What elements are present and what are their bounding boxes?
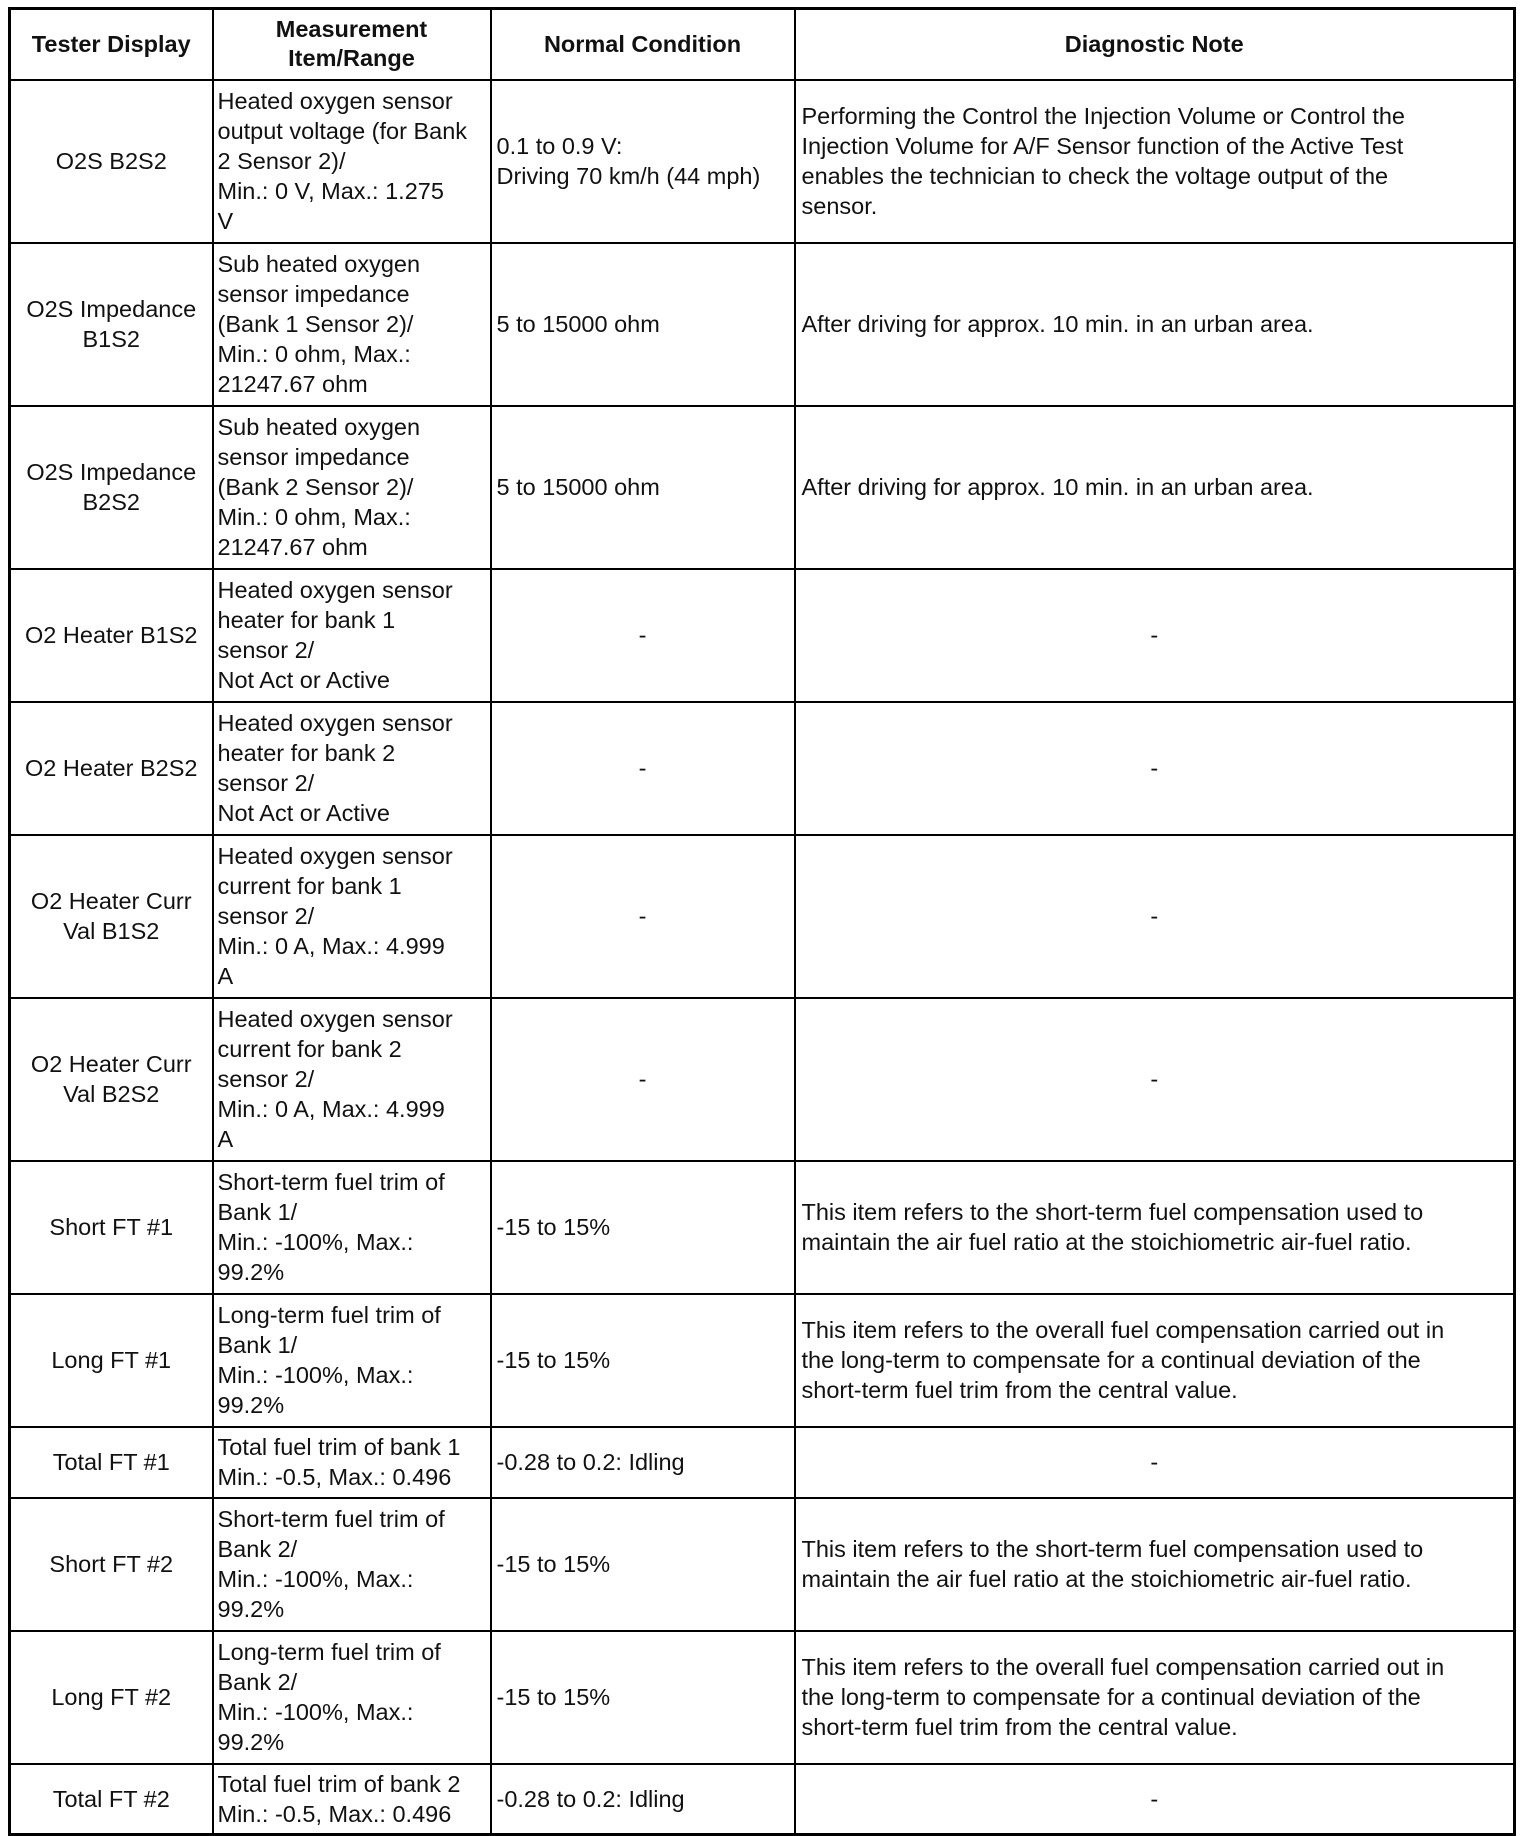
cell-diagnostic-note <box>795 1631 1515 1764</box>
table-row <box>10 835 1515 998</box>
cell-tester-display <box>10 243 213 406</box>
cell-tester-display <box>10 1498 213 1631</box>
measurement-line: 99.2% <box>217 1259 285 1285</box>
measurement-line: Heated oxygen sensor <box>217 577 453 603</box>
normal-condition-line: - <box>638 622 647 648</box>
diagnostic-note-line: - <box>1150 1449 1159 1475</box>
diagnostic-note-line: maintain the air fuel ratio at the stoichiometric air-fuel ratio. <box>801 1566 1412 1592</box>
measurement-line: sensor 2/ <box>217 1066 315 1092</box>
diagnostic-note-line: After driving for approx. 10 min. in an urban area. <box>801 311 1314 337</box>
cell-normal-condition <box>491 569 795 702</box>
measurement-line: Heated oxygen sensor <box>217 1006 453 1032</box>
cell-measurement-item-range <box>213 569 491 702</box>
tester-display-line: O2 Heater Curr <box>30 888 192 914</box>
diagnostic-note-line: This item refers to the short-term fuel compensation used to <box>801 1536 1424 1562</box>
normal-condition-line: -0.28 to 0.2: Idling <box>496 1785 685 1812</box>
measurement-line: sensor 2/ <box>217 637 315 663</box>
table-row <box>10 1161 1515 1294</box>
cell-tester-display <box>10 1764 213 1835</box>
normal-condition-line: 5 to 15000 ohm <box>496 311 660 337</box>
measurement-line: Min.: 0 A, Max.: 4.999 <box>217 1096 445 1122</box>
diagnostic-data-table <box>8 7 1516 1836</box>
header-measurement-line: Item/Range <box>288 45 415 72</box>
cell-measurement-item-range <box>213 1294 491 1427</box>
cell-normal-condition <box>491 1427 795 1498</box>
table-row <box>10 1427 1515 1498</box>
tester-display-line: Total FT #1 <box>52 1449 170 1475</box>
tester-display-line: Val B2S2 <box>63 1081 160 1107</box>
cell-diagnostic-note <box>795 1498 1515 1631</box>
cell-diagnostic-note <box>795 569 1515 702</box>
measurement-line: 21247.67 ohm <box>217 371 368 397</box>
table-header-row <box>10 9 1515 80</box>
cell-measurement-item-range <box>213 835 491 998</box>
normal-condition-line: 5 to 15000 ohm <box>496 474 660 500</box>
cell-tester-display <box>10 406 213 569</box>
cell-measurement-item-range <box>213 998 491 1161</box>
tester-display-line: O2 Heater B2S2 <box>25 755 198 781</box>
table-row <box>10 1631 1515 1764</box>
measurement-line: heater for bank 1 <box>217 607 396 633</box>
measurement-line: Short-term fuel trim of <box>217 1506 445 1532</box>
measurement-line: current for bank 1 <box>217 873 402 899</box>
measurement-line: A <box>217 963 234 989</box>
diagnostic-note-line: - <box>1150 755 1159 781</box>
cell-measurement-item-range <box>213 1427 491 1498</box>
tester-display-line: O2 Heater B1S2 <box>25 622 198 648</box>
tester-display-line: Total FT #2 <box>52 1785 170 1812</box>
measurement-line: sensor impedance <box>217 444 410 470</box>
measurement-line: Sub heated oxygen <box>217 251 421 277</box>
diagnostic-note-line: short-term fuel trim from the central value. <box>801 1714 1238 1740</box>
cell-tester-display <box>10 702 213 835</box>
measurement-line: heater for bank 2 <box>217 740 396 766</box>
table-row <box>10 998 1515 1161</box>
measurement-line: Min.: -100%, Max.: <box>217 1229 414 1255</box>
cell-measurement-item-range <box>213 1631 491 1764</box>
cell-diagnostic-note <box>795 406 1515 569</box>
measurement-line: Short-term fuel trim of <box>217 1169 445 1195</box>
cell-measurement-item-range <box>213 243 491 406</box>
cell-tester-display <box>10 998 213 1161</box>
table-body <box>10 80 1515 1835</box>
normal-condition-line: -15 to 15% <box>496 1551 611 1577</box>
measurement-line: 99.2% <box>217 1392 285 1418</box>
tester-display-line: O2S B2S2 <box>55 148 167 174</box>
diagnostic-note-line: - <box>1150 1785 1159 1812</box>
cell-measurement-item-range <box>213 1764 491 1835</box>
cell-tester-display <box>10 835 213 998</box>
cell-diagnostic-note <box>795 1427 1515 1498</box>
measurement-line: Total fuel trim of bank 1 <box>217 1434 461 1460</box>
measurement-line: Long-term fuel trim of <box>217 1639 441 1665</box>
measurement-line: Min.: -100%, Max.: <box>217 1362 414 1388</box>
cell-normal-condition <box>491 702 795 835</box>
measurement-line: Sub heated oxygen <box>217 414 421 440</box>
measurement-line: A <box>217 1126 234 1152</box>
diagnostic-note-line: the long-term to compensate for a continual deviation of the <box>801 1347 1421 1373</box>
measurement-line: sensor 2/ <box>217 903 315 929</box>
normal-condition-line: - <box>638 903 647 929</box>
measurement-line: 99.2% <box>217 1729 285 1755</box>
measurement-line: Min.: -100%, Max.: <box>217 1566 414 1592</box>
measurement-line: Heated oxygen sensor <box>217 88 453 114</box>
diagnostic-note-line: This item refers to the overall fuel compensation carried out in <box>801 1654 1445 1680</box>
diagnostic-note-line: This item refers to the overall fuel compensation carried out in <box>801 1317 1445 1343</box>
cell-normal-condition <box>491 835 795 998</box>
tester-display-line: Short FT #2 <box>49 1551 174 1577</box>
measurement-line: Bank 2/ <box>217 1536 298 1562</box>
tester-display-line: Long FT #2 <box>51 1684 172 1710</box>
measurement-line: Min.: -0.5, Max.: 0.496 <box>217 1800 452 1827</box>
cell-measurement-item-range <box>213 702 491 835</box>
cell-tester-display <box>10 80 213 243</box>
measurement-line: V <box>217 208 234 234</box>
cell-normal-condition <box>491 1161 795 1294</box>
cell-measurement-item-range <box>213 80 491 243</box>
table-row <box>10 702 1515 835</box>
diagnostic-note-line: - <box>1150 1066 1159 1092</box>
measurement-line: Heated oxygen sensor <box>217 710 453 736</box>
cell-tester-display <box>10 569 213 702</box>
cell-diagnostic-note <box>795 80 1515 243</box>
measurement-line: Min.: -0.5, Max.: 0.496 <box>217 1464 452 1490</box>
cell-diagnostic-note <box>795 702 1515 835</box>
tester-display-line: O2S Impedance <box>26 459 197 485</box>
tester-display-line: Long FT #1 <box>51 1347 172 1373</box>
tester-display-line: Short FT #1 <box>49 1214 174 1240</box>
tester-display-line: B2S2 <box>82 489 140 515</box>
measurement-line: current for bank 2 <box>217 1036 402 1062</box>
table-row <box>10 1294 1515 1427</box>
table-row <box>10 569 1515 702</box>
table-row <box>10 80 1515 243</box>
diagnostic-note-line: - <box>1150 903 1159 929</box>
measurement-line: Bank 2/ <box>217 1669 298 1695</box>
measurement-line: Long-term fuel trim of <box>217 1302 441 1328</box>
measurement-line: 21247.67 ohm <box>217 534 368 560</box>
cell-normal-condition <box>491 998 795 1161</box>
cell-normal-condition <box>491 1764 795 1835</box>
measurement-line: (Bank 1 Sensor 2)/ <box>217 311 414 337</box>
header-measurement-item-range <box>213 9 491 80</box>
measurement-line: Min.: -100%, Max.: <box>217 1699 414 1725</box>
cell-normal-condition <box>491 1631 795 1764</box>
header-normal-condition: Normal Condition <box>491 9 795 80</box>
cell-measurement-item-range <box>213 406 491 569</box>
measurement-line: sensor impedance <box>217 281 410 307</box>
measurement-line: Heated oxygen sensor <box>217 843 453 869</box>
cell-tester-display <box>10 1427 213 1498</box>
cell-measurement-item-range <box>213 1161 491 1294</box>
cell-normal-condition <box>491 243 795 406</box>
measurement-line: 2 Sensor 2)/ <box>217 148 346 174</box>
diagnostic-note-line: the long-term to compensate for a continual deviation of the <box>801 1684 1421 1710</box>
diagnostic-note-line: Performing the Control the Injection Volume or Control the <box>801 103 1405 129</box>
cell-diagnostic-note <box>795 1294 1515 1427</box>
cell-diagnostic-note <box>795 1161 1515 1294</box>
tester-display-line: B1S2 <box>82 326 140 352</box>
measurement-line: output voltage (for Bank <box>217 118 468 144</box>
table-row <box>10 243 1515 406</box>
table-row <box>10 1764 1515 1835</box>
diagnostic-note-line: short-term fuel trim from the central value. <box>801 1377 1238 1403</box>
tester-display-line: O2 Heater Curr <box>30 1051 192 1077</box>
measurement-line: Not Act or Active <box>217 667 390 693</box>
normal-condition-line: Driving 70 km/h (44 mph) <box>496 163 761 189</box>
cell-tester-display <box>10 1631 213 1764</box>
cell-tester-display <box>10 1161 213 1294</box>
cell-measurement-item-range <box>213 1498 491 1631</box>
cell-normal-condition <box>491 1294 795 1427</box>
diagnostic-note-line: sensor. <box>801 193 878 219</box>
table-row <box>10 1498 1515 1631</box>
cell-normal-condition <box>491 406 795 569</box>
cell-diagnostic-note <box>795 1764 1515 1835</box>
measurement-line: Min.: 0 ohm, Max.: <box>217 504 411 530</box>
cell-diagnostic-note <box>795 243 1515 406</box>
measurement-line: Total fuel trim of bank 2 <box>217 1770 461 1797</box>
measurement-line: Min.: 0 ohm, Max.: <box>217 341 411 367</box>
cell-normal-condition <box>491 80 795 243</box>
measurement-line: 99.2% <box>217 1596 285 1622</box>
diagnostic-note-line: Injection Volume for A/F Sensor function of the Active Test <box>801 133 1404 159</box>
normal-condition-line: 0.1 to 0.9 V: <box>496 133 623 159</box>
normal-condition-line: -15 to 15% <box>496 1347 611 1373</box>
cell-normal-condition <box>491 1498 795 1631</box>
tester-display-line: Val B1S2 <box>63 918 160 944</box>
measurement-line: Bank 1/ <box>217 1199 298 1225</box>
normal-condition-line: -0.28 to 0.2: Idling <box>496 1449 685 1475</box>
measurement-line: Not Act or Active <box>217 800 390 826</box>
cell-diagnostic-note <box>795 835 1515 998</box>
measurement-line: (Bank 2 Sensor 2)/ <box>217 474 414 500</box>
diagnostic-note-line: After driving for approx. 10 min. in an urban area. <box>801 474 1314 500</box>
diagnostic-note-line: - <box>1150 622 1159 648</box>
measurement-line: Bank 1/ <box>217 1332 298 1358</box>
cell-diagnostic-note <box>795 998 1515 1161</box>
table-row <box>10 406 1515 569</box>
tester-display-line: O2S Impedance <box>26 296 197 322</box>
diagnostic-note-line: maintain the air fuel ratio at the stoichiometric air-fuel ratio. <box>801 1229 1412 1255</box>
measurement-line: sensor 2/ <box>217 770 315 796</box>
normal-condition-line: - <box>638 1066 647 1092</box>
cell-tester-display <box>10 1294 213 1427</box>
normal-condition-line: -15 to 15% <box>496 1214 611 1240</box>
measurement-line: Min.: 0 V, Max.: 1.275 <box>217 178 444 204</box>
header-tester-display: Tester Display <box>10 9 213 80</box>
header-measurement-line: Measurement <box>275 16 428 43</box>
diagnostic-note-line: enables the technician to check the voltage output of the <box>801 163 1389 189</box>
header-diagnostic-note: Diagnostic Note <box>795 9 1515 80</box>
diagnostic-note-line: This item refers to the short-term fuel compensation used to <box>801 1199 1424 1225</box>
measurement-line: Min.: 0 A, Max.: 4.999 <box>217 933 445 959</box>
normal-condition-line: -15 to 15% <box>496 1684 611 1710</box>
normal-condition-line: - <box>638 755 647 781</box>
